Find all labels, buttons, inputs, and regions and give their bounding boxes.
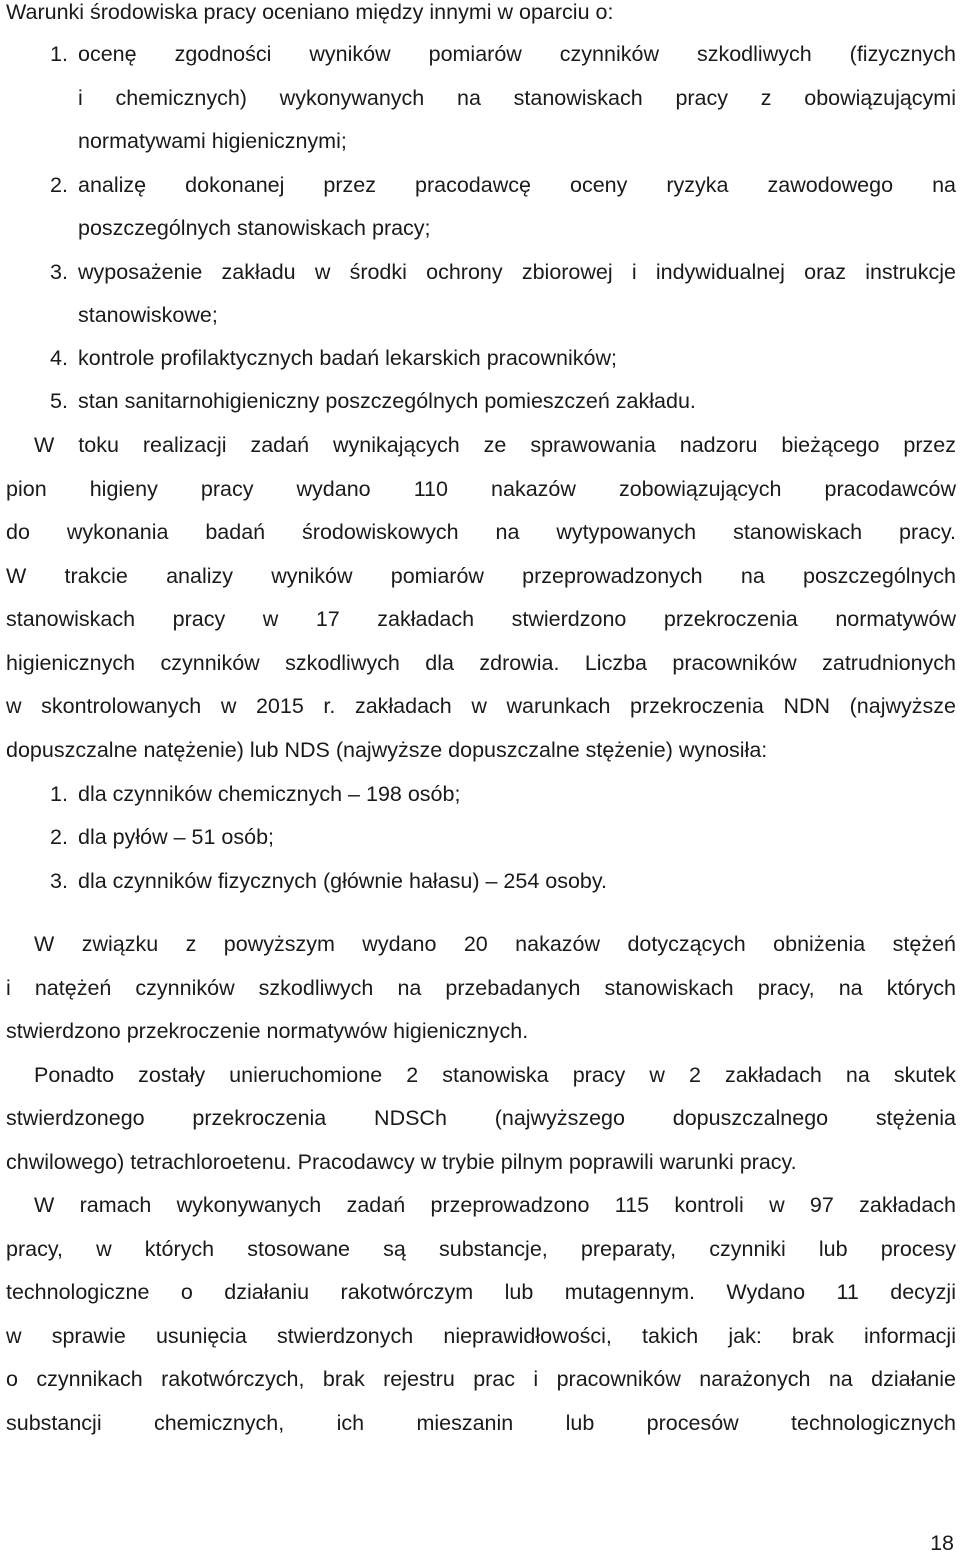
- paragraph-4-line-2: pracy, w których stosowane są substancje, preparaty, czynniki lub procesy: [6, 1237, 956, 1261]
- exceedance-item-3: dla czynników fizycznych (głównie hałasu) – 254 osoby.: [78, 869, 608, 893]
- exceedance-number-1: 1.: [50, 782, 68, 806]
- paragraph-2-line-3: stwierdzono przekroczenie normatywów higienicznych.: [6, 1019, 529, 1043]
- criteria-item-2-line-2: poszczególnych stanowiskach pracy;: [78, 216, 431, 240]
- paragraph-1-line-3: do wykonania badań środowiskowych na wytypowanych stanowiskach pracy.: [6, 520, 956, 544]
- criteria-number-1: 1.: [50, 42, 68, 66]
- exceedance-item-2: dla pyłów – 51 osób;: [78, 825, 275, 849]
- paragraph-4-line-1: W ramach wykonywanych zadań przeprowadzono 115 kontroli w 97 zakładach: [34, 1193, 956, 1217]
- paragraph-2-line-2: i natężeń czynników szkodliwych na przebadanych stanowiskach pracy, na których: [6, 976, 956, 1000]
- criteria-item-1-line-3: normatywami higienicznymi;: [78, 129, 347, 153]
- exceedance-number-2: 2.: [50, 825, 68, 849]
- paragraph-4-line-5: o czynnikach rakotwórczych, brak rejestru prac i pracowników narażonych na działanie: [6, 1367, 956, 1391]
- criteria-item-2-line-1: analizę dokonanej przez pracodawcę oceny ryzyka zawodowego na: [78, 173, 956, 197]
- criteria-number-5: 5.: [50, 389, 68, 413]
- exceedance-number-3: 3.: [50, 869, 68, 893]
- paragraph-1-line-7: w skontrolowanych w 2015 r. zakładach w warunkach przekroczenia NDN (najwyższe: [6, 694, 956, 718]
- paragraph-1-line-2: pion higieny pracy wydano 110 nakazów zobowiązujących pracodawców: [6, 477, 956, 501]
- paragraph-1-line-1: W toku realizacji zadań wynikających ze sprawowania nadzoru bieżącego przez: [34, 433, 956, 457]
- intro-text: Warunki środowiska pracy oceniano między innymi w oparciu o:: [6, 0, 614, 24]
- exceedance-item-1: dla czynników chemicznych – 198 osób;: [78, 782, 461, 806]
- criteria-item-5-line-1: stan sanitarnohigieniczny poszczególnych pomieszczeń zakładu.: [78, 389, 696, 413]
- criteria-item-1-line-1: ocenę zgodności wyników pomiarów czynników szkodliwych (fizycznych: [78, 42, 956, 66]
- criteria-number-4: 4.: [50, 346, 68, 370]
- paragraph-1-line-4: W trakcie analizy wyników pomiarów przeprowadzonych na poszczególnych: [6, 564, 956, 588]
- paragraph-1-line-6: higienicznych czynników szkodliwych dla zdrowia. Liczba pracowników zatrudnionych: [6, 651, 956, 675]
- criteria-item-3-line-1: wyposażenie zakładu w środki ochrony zbiorowej i indywidualnej oraz instrukcje: [78, 260, 956, 284]
- paragraph-3-line-1: Ponadto zostały unieruchomione 2 stanowiska pracy w 2 zakładach na skutek: [34, 1063, 956, 1087]
- paragraph-3-line-2: stwierdzonego przekroczenia NDSCh (najwyższego dopuszczalnego stężenia: [6, 1106, 956, 1130]
- paragraph-4-line-3: technologiczne o działaniu rakotwórczym lub mutagennym. Wydano 11 decyzji: [6, 1280, 956, 1304]
- paragraph-1-line-5: stanowiskach pracy w 17 zakładach stwierdzono przekroczenia normatywów: [6, 607, 956, 631]
- paragraph-3-line-3: chwilowego) tetrachloroetenu. Pracodawcy w trybie pilnym poprawili warunki pracy.: [6, 1150, 797, 1174]
- paragraph-1-line-8: dopuszczalne natężenie) lub NDS (najwyższe dopuszczalne stężenie) wynosiła:: [6, 738, 768, 762]
- paragraph-4-line-4: w sprawie usunięcia stwierdzonych nieprawidłowości, takich jak: brak informacji: [6, 1324, 956, 1348]
- criteria-item-1-line-2: i chemicznych) wykonywanych na stanowiskach pracy z obowiązującymi: [78, 86, 956, 110]
- criteria-item-4-line-1: kontrole profilaktycznych badań lekarskich pracowników;: [78, 346, 617, 370]
- paragraph-2-line-1: W związku z powyższym wydano 20 nakazów dotyczących obniżenia stężeń: [34, 932, 956, 956]
- criteria-number-2: 2.: [50, 173, 68, 197]
- criteria-number-3: 3.: [50, 260, 68, 284]
- page-number: 18: [930, 1531, 954, 1555]
- paragraph-4-line-6: substancji chemicznych, ich mieszanin lub procesów technologicznych: [6, 1411, 956, 1435]
- criteria-item-3-line-2: stanowiskowe;: [78, 303, 218, 327]
